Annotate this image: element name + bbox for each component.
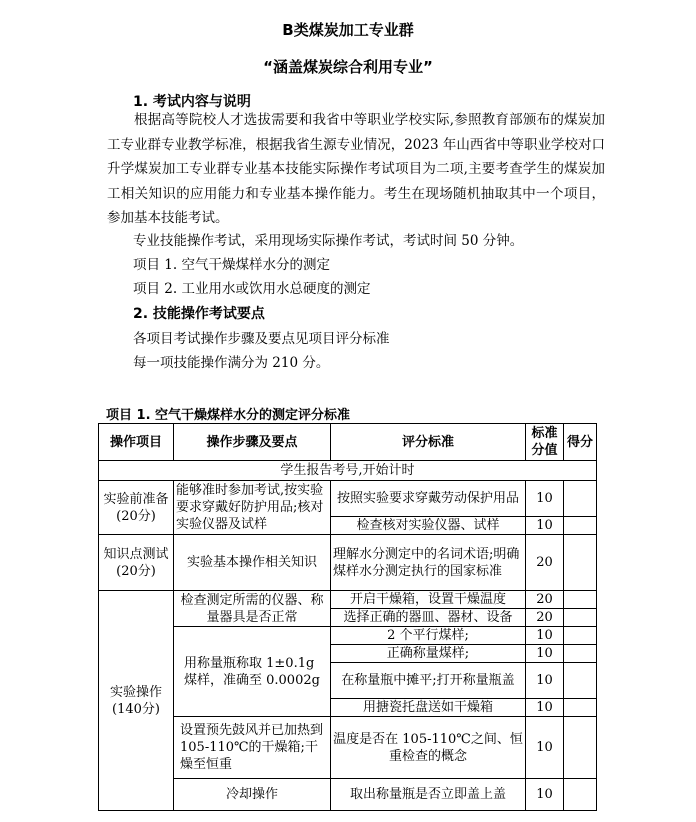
standard-score-cell: 20 [526,591,564,609]
score-cell [564,699,597,717]
section-1-exam-time: 专业技能操作考试，采用现场实际操作考试，考试时间 50 分钟。 [133,233,524,249]
standard-score-cell: 10 [526,517,564,535]
standard-score-cell: 10 [526,627,564,645]
score-cell [564,663,597,699]
criteria-cell: 用搪瓷托盘送如干燥箱 [331,699,526,717]
header-standard-score: 标准分值 [526,424,564,461]
standard-score-cell: 10 [526,699,564,717]
table-header-row [99,424,597,461]
standard-score-cell: 10 [526,645,564,663]
criteria-cell: 理解水分测定中的名词术语;明确煤样水分测定执行的国家标准 [331,535,526,591]
table-row [99,461,597,481]
section-1-paragraph: 根据高等院校人才选拔需要和我省中等职业学校实际,参照教育部颁布的煤炭加工专业群专业教学标准，根据我省生源专业情况，2023 年山西省中等职业学校对口升学煤炭加工专业群专业基本技能实际操作考试项目为二项,主要考查学生的煤炭加工相关知识的应用能力和专业基本操作能力。考生在现场随机抽取其中一个项目，参加基本技能考试。 [107,112,605,226]
section-1-heading: 1. 考试内容与说明 [133,94,251,110]
step-cell: 冷却操作 [174,779,331,811]
criteria-cell: 在称量瓶中摊平;打开称量瓶盖 [331,663,526,699]
criteria-cell: 按照实验要求穿戴劳动保护用品 [331,481,526,517]
table-row [99,779,597,811]
score-cell [564,517,597,535]
table-row [99,717,597,779]
score-cell [564,535,597,591]
table-row [99,535,597,591]
standard-score-cell: 10 [526,717,564,779]
standard-score-cell: 20 [526,609,564,627]
section-2-heading: 2. 技能操作考试要点 [133,306,265,322]
score-cell [564,609,597,627]
table-row [99,627,597,645]
criteria-cell: 温度是否在 105-110℃之间、恒重检查的概念 [331,717,526,779]
step-cell: 能够准时参加考试,按实验要求穿戴好防护用品;核对实验仪器及试样 [174,481,331,535]
score-cell [564,779,597,811]
header-score: 得分 [564,424,597,461]
project-item-2: 项目 2. 工业用水或饮用水总硬度的测定 [133,281,371,297]
standard-score-cell: 20 [526,535,564,591]
score-cell [564,717,597,779]
score-cell [564,591,597,609]
document-title: B类煤炭加工专业群 [282,21,414,39]
score-cell [564,645,597,663]
scoring-table [98,423,597,811]
step-cell: 用称量瓶称取 1±0.1g 煤样，准确至 0.0002g [174,627,331,717]
group-label: 实验前准备(20分) [99,481,174,535]
criteria-cell: 开启干燥箱，设置干燥温度 [331,591,526,609]
score-cell [564,627,597,645]
table-row [99,591,597,609]
table-caption: 项目 1. 空气干燥煤样水分的测定评分标准 [106,408,351,423]
criteria-cell: 正确称量煤样; [331,645,526,663]
step-cell: 实验基本操作相关知识 [174,535,331,591]
group-label: 知识点测试(20分) [99,535,174,591]
criteria-cell: 选择正确的器皿、器材、设备 [331,609,526,627]
criteria-cell: 取出称量瓶是否立即盖上盖 [331,779,526,811]
table-row [99,481,597,517]
header-criteria: 评分标准 [331,424,526,461]
standard-score-cell: 10 [526,481,564,517]
criteria-cell: 2 个平行煤样; [331,627,526,645]
document-subtitle: “涵盖煤炭综合利用专业” [263,58,433,76]
group-label: 实验操作(140分) [99,591,174,811]
project-item-1: 项目 1. 空气干燥煤样水分的测定 [133,257,330,273]
score-cell [564,481,597,517]
step-cell: 检查测定所需的仪器、称量器具是否正常 [174,591,331,627]
notice-cell: 学生报告考号,开始计时 [99,461,597,481]
standard-score-cell: 10 [526,663,564,699]
section-2-line-2: 每一项技能操作满分为 210 分。 [133,355,330,371]
section-2-line-1: 各项目考试操作步骤及要点见项目评分标准 [133,331,390,347]
standard-score-cell: 10 [526,779,564,811]
header-item: 操作项目 [99,424,174,461]
header-steps: 操作步骤及要点 [174,424,331,461]
criteria-cell: 检查核对实验仪器、试样 [331,517,526,535]
step-cell: 设置预先鼓风并已加热到 105-110℃的干燥箱;干燥至恒重 [174,717,331,779]
